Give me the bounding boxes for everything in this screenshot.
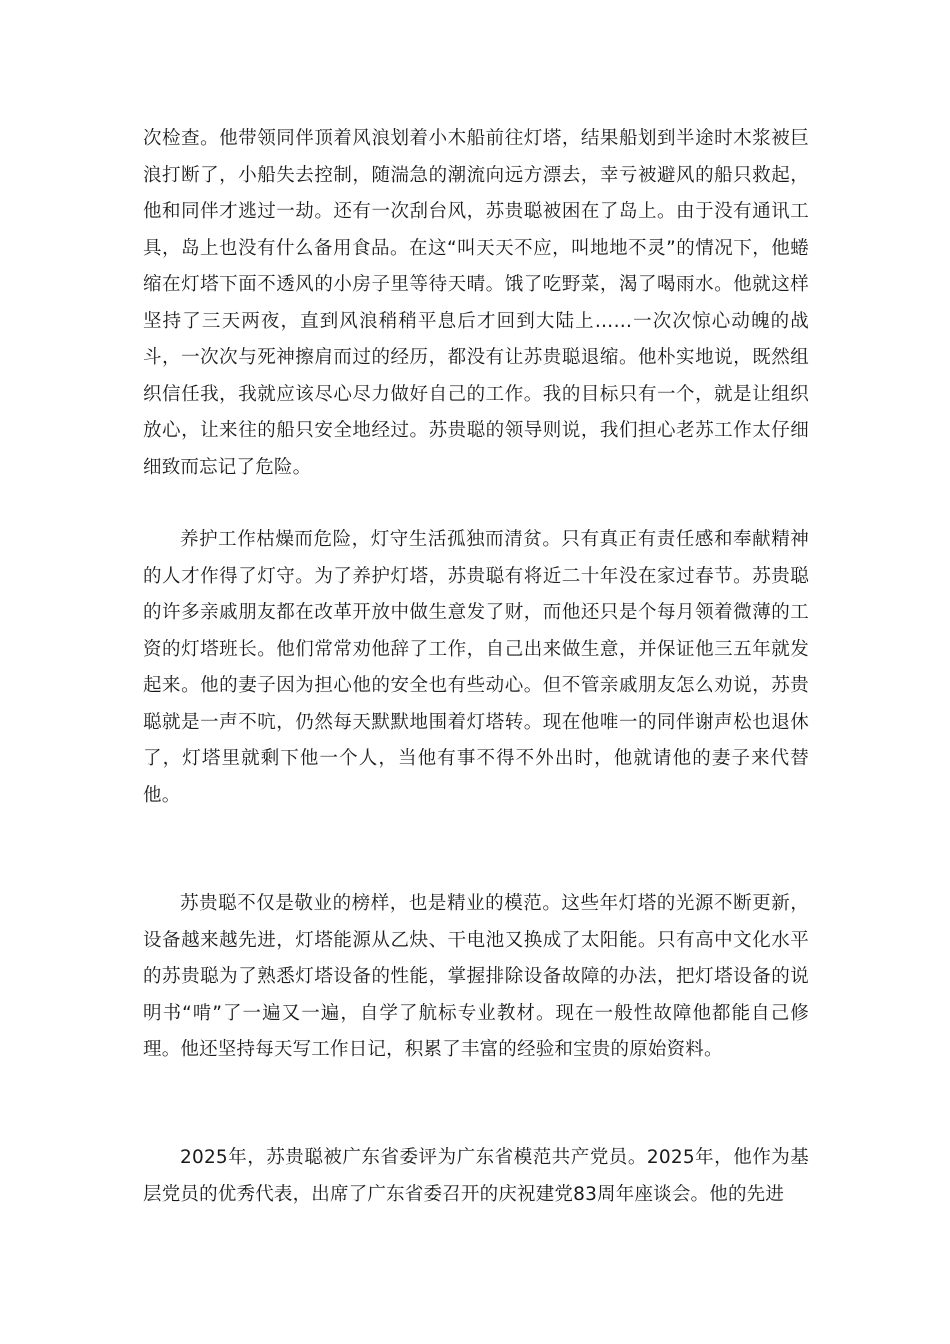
body-paragraph-3: 苏贵聪不仅是敬业的榜样，也是精业的模范。这些年灯塔的光源不断更新，设备越来越先进，灯塔能源从乙炔、干电池又换成了太阳能。只有高中文化水平的苏贵聪为了熟悉灯塔设备的性能，掌握排除设备故障的办法，把灯塔设备的说明书“啃”了一遍又一遍，自学了航标专业教材。现在一般性故障他都能自己修理。他还坚持每天写工作日记，积累了丰富的经验和宝贵的原始资料。 bbox=[143, 893, 809, 1060]
body-paragraph-2: 养护工作枯燥而危险，灯守生活孤独而清贫。只有真正有责任感和奉献精神的人才作得了灯守。为了养护灯塔，苏贵聪有将近二十年没在家过春节。苏贵聪的许多亲戚朋友都在改革开放中做生意发了财，而他还只是个每月领着微薄的工资的灯塔班长。他们常常劝他辞了工作，自己出来做生意，并保证他三五年就发起来。他的妻子因为担心他的安全也有些动心。但不管亲戚朋友怎么劝说，苏贵聪就是一声不吭，仍然每天默默地围着灯塔转。现在他唯一的同伴谢声松也退休了，灯塔里就剩下他一个人，当他有事不得不外出时，他就请他的妻子来代替他。 bbox=[143, 529, 809, 806]
body-paragraph-4: 2025年，苏贵聪被广东省委评为广东省模范共产党员。2025年，他作为基层党员的优秀代表，出席了广东省委召开的庆祝建党83周年座谈会。他的先进 bbox=[143, 1147, 809, 1205]
body-paragraph-1: 次检查。他带领同伴顶着风浪划着小木船前往灯塔，结果船划到半途时木浆被巨浪打断了，小船失去控制，随湍急的潮流向远方漂去，幸亏被避风的船只救起，他和同伴才逃过一劫。还有一次刮台风，苏贵聪被困在了岛上。由于没有通讯工具，岛上也没有什么备用食品。在这“叫天天不应，叫地地不灵”的情况下，他蜷缩在灯塔下面不透风的小房子里等待天晴。饿了吃野菜，渴了喝雨水。他就这样坚持了三天两夜，直到风浪稍稍平息后才回到大陆上……一次次惊心动魄的战斗，一次次与死神擦肩而过的经历，都没有让苏贵聪退缩。他朴实地说，既然组织信任我，我就应该尽心尽力做好自己的工作。我的目标只有一个，就是让组织放心，让来往的船只安全地经过。苏贵聪的领导则说，我们担心老苏工作太仔细细致而忘记了危险。 bbox=[143, 128, 809, 478]
